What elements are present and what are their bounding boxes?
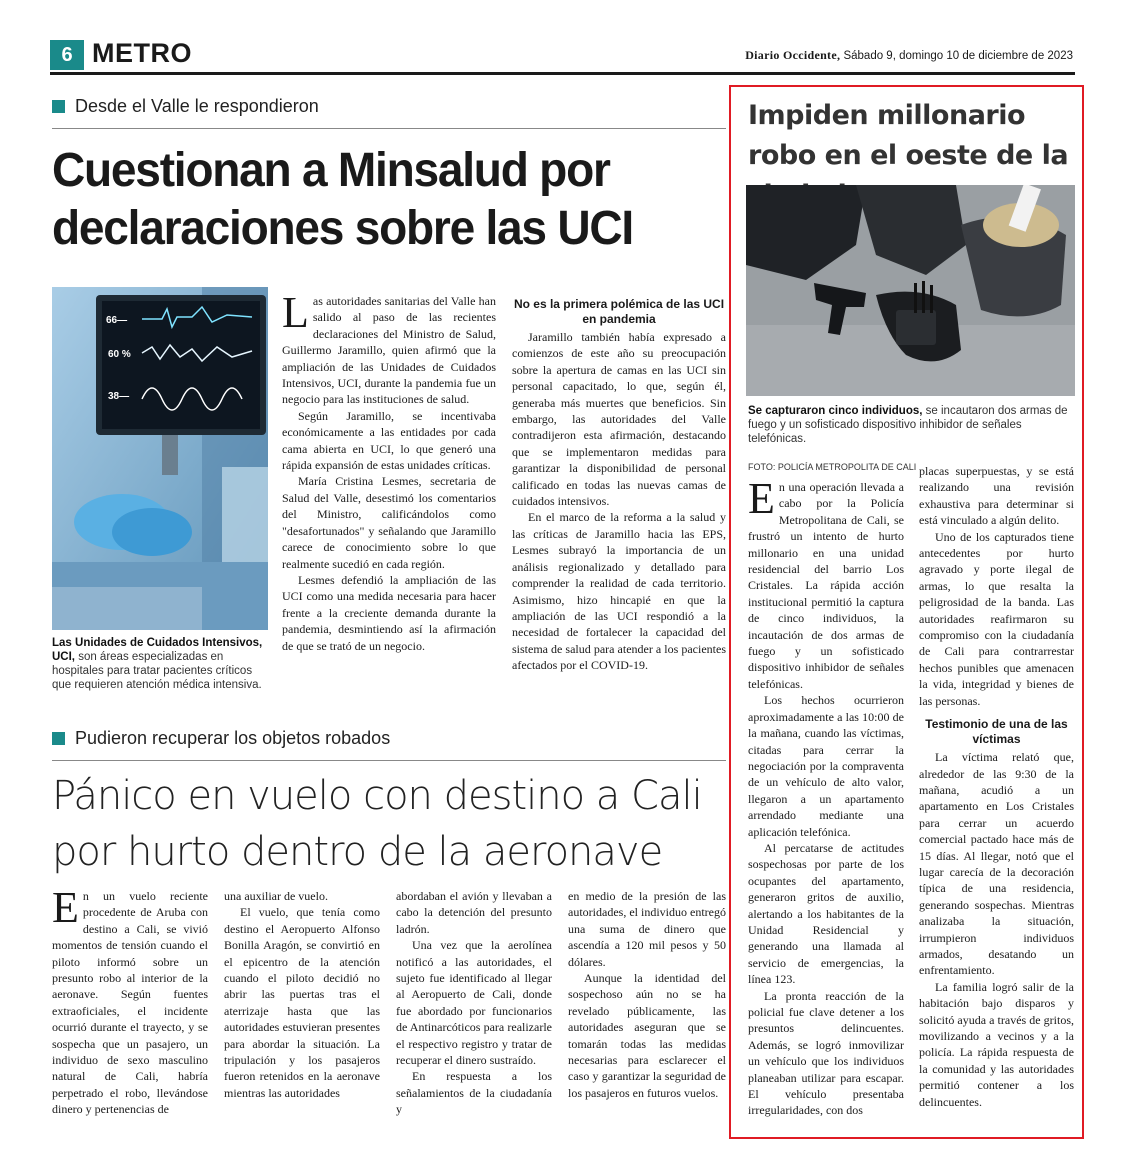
story1-column-1: Las autoridades sanitarias del Valle han salido al paso de las recientes declaraciones del Ministro de Salud, Guillermo Jaramillo, quien afirmó que la ampliación de las Unidades de Cuidados Intensivos, UCI, durante la pandemia fue un negocio para las instituciones de salud. Según Jaramillo, se incentivaba económicamente a las entidades por cada cama abierta en UCI, lo que generó una rápida expansión de estas unidades críticas. María Cristina Lesmes, secretaria de Salud del Valle, desestimó los comentarios del Ministro, calificándolos como "desafortunados" y señalando que Jaramillo carece de conocimiento sobre lo que realmente sucedió en cada región. Lesmes defendió la ampliación de las UCI como una medida necesaria para hacer frente a la creciente demanda durante la pandemia, desmintiendo así la afirmación de que se trató de un negocio.: [282, 288, 496, 653]
divider: [52, 128, 726, 129]
icu-monitor-illustration: [52, 287, 268, 630]
story2-column-1: En un vuelo reciente procedente de Aruba con destino a Cali, se vivió momentos de tensión cuando el piloto informó sobre un presunto robo al interior de la aeronave. Según fuentes extraoficiales, el incidente ocurrió durante el trayecto, y se sospecha que un pasajero, un individuo de sexo masculino natural de Cali, habría perpetrado el robo, llevándose dinero y pertenencias de: [52, 883, 208, 1117]
story3-column-2: placas superpuestas, y se está realizando una revisión exhaustiva para determinar si está vinculado a algún delito. Uno de los capturados tiene antecedentes por hurto agravado y porte ilegal de armas, lo que resalta la peligrosidad de la banda. Las autoridades reafirmaron su compromiso con la ciudadanía de Cali para contrarrestar hechos punibles que amenacen la vida, integridad y bienes de las personas. Testimonio de una de las víctimas La víctima relató que, alrededor de las 9:30 de la mañana, acudió a un apartamento en Los Cristales para cerrar un acuerdo comercial pactado hace más de 15 días. Al llegar, notó que el lugar carecía de la decoración típica de una residencia, generando sospechas. Mientras analizaba la situación, irrumpieron individuos armados, desatando un enfrentamiento. La familia logró salir de la habitación bajo disparos y solicitó ayuda a través de gritos, movilizando a vecinos y a la policía. La rápida respuesta de la comunidad y las autoridades permitió contener a los delincuentes.: [919, 464, 1074, 1109]
monitor-reading-1: 66—: [106, 315, 128, 326]
seized-weapons-illustration: [746, 185, 1075, 396]
kicker-square-icon: [52, 732, 65, 745]
story3-headline: Impiden millonario robo en el oeste de la: [748, 100, 1069, 171]
issue-date: Sábado 9, domingo 10 de diciembre de 2023: [840, 50, 1073, 62]
seized-items-photo: [746, 185, 1075, 396]
story2-kicker: Pudieron recuperar los objetos robados: [52, 728, 390, 749]
header-rule: [50, 72, 1075, 75]
monitor-reading-2: 60 %: [108, 349, 131, 360]
dropcap: L: [282, 288, 309, 337]
page-number: 6: [50, 40, 84, 70]
monitor-reading-3: 38—: [108, 391, 130, 402]
story1-headline: Cuestionan a Minsalud por declaraciones sobre las UCI: [52, 144, 633, 255]
story2-column-2: una auxiliar de vuelo. El vuelo, que tenía como destino el Aeropuerto Alfonso Bonilla Aragón, se convirtió en el epicentro de la atención cuando el piloto decidió no abrir las puertas tras el aterrizaje hasta que las autoridades estuvieran presentes para abordar la situación. La tripulación y los pasajeros fueron retenidos en la aeronave mientras las autoridades: [224, 889, 380, 1100]
story1-kicker: Desde el Valle le respondieron: [52, 96, 319, 117]
story2-column-4: en medio de la presión de las autoridades, el individuo entregó una suma de dinero que ascendía a 120 mil pesos y 50 dólares. Aunque la identidad del sospechoso aún no se ha revelado públicamente, las autoridades aseguran que se tomarán todas las medidas necesarias para esclarecer el caso y garantizar la seguridad de los pasajeros en futuros vuelos.: [568, 889, 726, 1100]
photo-credit: FOTO: POLICÍA METROPOLITA DE CALI: [748, 462, 917, 472]
story3-subhead: Testimonio de una de las víctimas: [925, 717, 1068, 747]
icu-photo: [52, 287, 268, 630]
dropcap: E: [748, 474, 775, 523]
story1-column-2: No es la primera polémica de las UCI en pandemia Jaramillo también había expresado a comienzos de este año su preocupación sobre la apertura de camas en las UCI sin personal capacitado, lo que, según él, generaba más muertes que beneficios. Sin embargo, las autoridades del Valle contradijeron esta afirmación, destacando que se implementaron medidas para garantizar la disponibilidad de personal calificado en todas las nuevas camas de cuidados intensivos. En el marco de la reforma a la salud y las críticas de Jaramillo hacia las EPS, Lesmes subrayó la importancia de un análisis regionalizado y detallado para comprender la realidad de cada territorio. Asimismo, hizo hincapié en que la ampliación de las UCI respondió a la necesidad de fortalecer la capacidad del sistema de salud para atender a los pacientes afectados por el COVID-19.: [512, 297, 726, 673]
section-title: METRO: [92, 38, 192, 68]
divider: [52, 760, 726, 761]
story1-subhead: No es la primera polémica de las UCI en pandemia: [513, 297, 725, 326]
dateline: [745, 48, 1073, 63]
paper-name: Diario Occidente,: [745, 48, 841, 62]
story3-column-1: En una operación llevada a cabo por la Policía Metropolitana de Cali, se frustró un intento de hurto millonario en una unidad residencial del barrio Los Cristales. La rápida acción institucional permitió la captura de cinco individuos, la incautación de dos armas de fuego y un sofisticado dispositivo inhibidor de señales telefónicas. Los hechos ocurrieron aproximadamente a las 10:00 de la mañana, cuando las víctimas, citadas para cerrar la negociación por la compraventa de un vehículo de alto valor, llegaron a un apartamento arrendado mediante una aplicación telefónica. Al percatarse de actitudes sospechosas por parte de los ocupantes del apartamento, generaron gritos de auxilio, alertando a los habitantes de la Unidad Residencial y generando una llamada al servicio de emergencias, la línea 123. La pronta reacción de la policial fue clave detener a los presuntos delincuentes. Además, se logró inmovilizar un vehículo que los individuos planeaban utilizar para escapar. El vehículo presentaba irregularidades, con dos: [748, 474, 904, 1118]
story2-column-3: abordaban el avión y llevaban a cabo la detención del presunto ladrón. Una vez que la aerolínea notificó a las autoridades, el sujeto fue identificado al llegar al Aeropuerto de Cali, donde fue abordado por funcionarios de Antinarcóticos para realizarle el respectivo registro y tratar de recuperar el dinero sustraído. En respuesta a los señalamientos de la ciudadanía y: [396, 889, 552, 1117]
kicker-square-icon: [52, 100, 65, 113]
dropcap: E: [52, 883, 79, 932]
story2-headline: Pánico en vuelo con destino a Cali por hurto dentro de la aeronave: [52, 773, 702, 875]
story3-caption: Se capturaron cinco individuos, se incautaron dos armas de fuego y un sofisticado dispositivo inhibidor de señales telefónicas.: [748, 405, 1068, 445]
story1-caption: Las Unidades de Cuidados Intensivos, UCI, son áreas especializadas en hospitales para tratar pacientes críticos que requieren atención médica intensiva.: [52, 637, 263, 691]
